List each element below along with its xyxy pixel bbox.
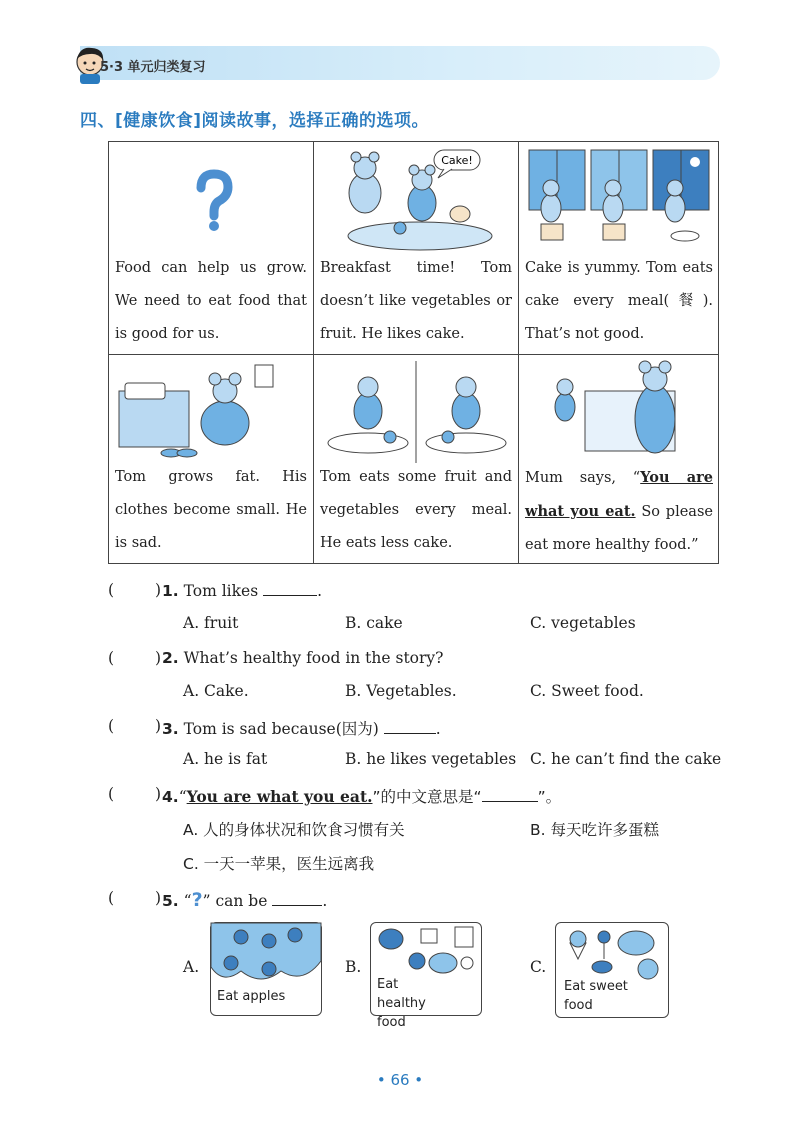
- option-5c-image[interactable]: [555, 922, 669, 1018]
- option-5b-letter: B.: [345, 958, 362, 976]
- question-text: Tom is sad because(因为): [183, 720, 379, 738]
- option-3c[interactable]: C. he can’t find the cake: [530, 750, 722, 768]
- story-text-6-bold: You are what you eat.: [525, 469, 713, 520]
- question-number: 1.: [162, 582, 179, 600]
- question-2: [162, 649, 444, 667]
- question-4: [162, 785, 561, 807]
- question-5: [162, 889, 327, 911]
- story-text-6-post: So please eat more healthy food.”: [525, 504, 713, 553]
- answer-blank[interactable]: [384, 719, 436, 734]
- story-text-3: Cake is yummy. Tom eats cake every meal(餐). That’s not good.: [525, 260, 713, 342]
- option-1b[interactable]: B. cake: [345, 614, 403, 632]
- question-quote: “: [178, 788, 187, 806]
- question-mark-icon: [115, 148, 307, 250]
- question-number: 3.: [162, 720, 179, 738]
- answer-paren-close: ): [155, 581, 162, 599]
- option-2a[interactable]: A. Cake.: [183, 682, 249, 700]
- answer-paren-close: ): [155, 785, 162, 803]
- story-cell-6: [519, 355, 719, 563]
- option-2b[interactable]: B. Vegetables.: [345, 682, 457, 700]
- story-picture-6: [525, 361, 713, 463]
- question-end: .: [322, 892, 328, 910]
- answer-paren-close: ): [155, 649, 162, 667]
- answer-paren-open: (: [108, 581, 115, 599]
- option-5c-caption: Eat sweet food: [564, 979, 628, 1013]
- story-text-4: Tom grows fat. His clothes become small. He is sad.: [115, 469, 307, 551]
- story-picture-2: [320, 148, 512, 250]
- story-picture-4: [115, 361, 307, 463]
- answer-paren-close: ): [155, 889, 162, 907]
- option-1c[interactable]: C. vegetables: [530, 614, 636, 632]
- option-4a[interactable]: A. 人的身体状况和饮食习惯有关: [183, 821, 405, 839]
- answer-blank[interactable]: [272, 891, 322, 906]
- option-1a[interactable]: A. fruit: [183, 614, 239, 632]
- option-4c[interactable]: C. 一天一苹果，医生远离我: [183, 855, 375, 873]
- question-bold-phrase: You are what you eat.: [186, 787, 373, 806]
- answer-blank[interactable]: [263, 581, 317, 596]
- section-title: 四、[健康饮食]阅读故事，选择正确的选项。: [80, 111, 430, 131]
- question-end: .: [317, 582, 323, 600]
- answer-paren-close: ): [155, 717, 162, 735]
- header-text: 5·3 单元归类复习: [100, 60, 206, 75]
- story-cell-4: [109, 355, 313, 563]
- story-cell-2: [314, 142, 518, 354]
- answer-paren-open: (: [108, 717, 115, 735]
- question-text: Tom likes: [183, 582, 259, 600]
- story-text-6-pre: Mum says, “: [525, 470, 641, 486]
- question-mark-icon: ?: [191, 889, 203, 911]
- question-number: 4.: [162, 788, 179, 806]
- question-quote: “: [183, 892, 192, 910]
- option-5b-caption: Eat healthy food: [377, 977, 426, 1030]
- option-3a[interactable]: A. he is fat: [183, 750, 268, 768]
- question-1: [162, 581, 322, 600]
- option-5a-letter: A.: [183, 958, 200, 976]
- story-text-5: Tom eats some fruit and vegetables every meal. He eats less cake.: [320, 469, 512, 551]
- story-text-1: Food can help us grow. We need to eat food that is good for us.: [115, 260, 307, 342]
- option-5a-image[interactable]: [210, 922, 322, 1016]
- question-3: [162, 717, 441, 739]
- option-5a-caption: Eat apples: [217, 989, 286, 1004]
- question-text: What’s healthy food in the story?: [183, 649, 444, 667]
- answer-paren-open: (: [108, 785, 115, 803]
- option-4b[interactable]: B. 每天吃许多蛋糕: [530, 821, 659, 839]
- story-picture-1: [115, 148, 307, 250]
- story-text-2: Breakfast time! Tom doesn’t like vegetables or fruit. He likes cake.: [320, 260, 512, 342]
- question-number: 2.: [162, 649, 179, 667]
- story-text-6: [525, 461, 713, 562]
- story-cell-3: [519, 142, 719, 354]
- page-number: • 66 •: [376, 1071, 424, 1089]
- question-end: .: [435, 720, 441, 738]
- option-2c[interactable]: C. Sweet food.: [530, 682, 644, 700]
- option-5b-image[interactable]: [370, 922, 482, 1030]
- story-cell-1: [109, 142, 313, 354]
- question-end: ”。: [537, 788, 562, 806]
- story-picture-5: [320, 361, 512, 463]
- story-table: [108, 141, 719, 564]
- speech-bubble-text: Cake!: [441, 154, 473, 167]
- question-text: ”的中文意思是“: [372, 788, 482, 806]
- answer-paren-open: (: [108, 649, 115, 667]
- story-picture-3: [525, 148, 713, 250]
- option-3b[interactable]: B. he likes vegetables: [345, 750, 517, 768]
- option-5c-letter: C.: [530, 958, 547, 976]
- question-number: 5.: [162, 892, 179, 910]
- story-cell-5: [314, 355, 518, 563]
- question-text: ” can be: [202, 892, 268, 910]
- answer-paren-open: (: [108, 889, 115, 907]
- answer-blank[interactable]: [482, 787, 538, 802]
